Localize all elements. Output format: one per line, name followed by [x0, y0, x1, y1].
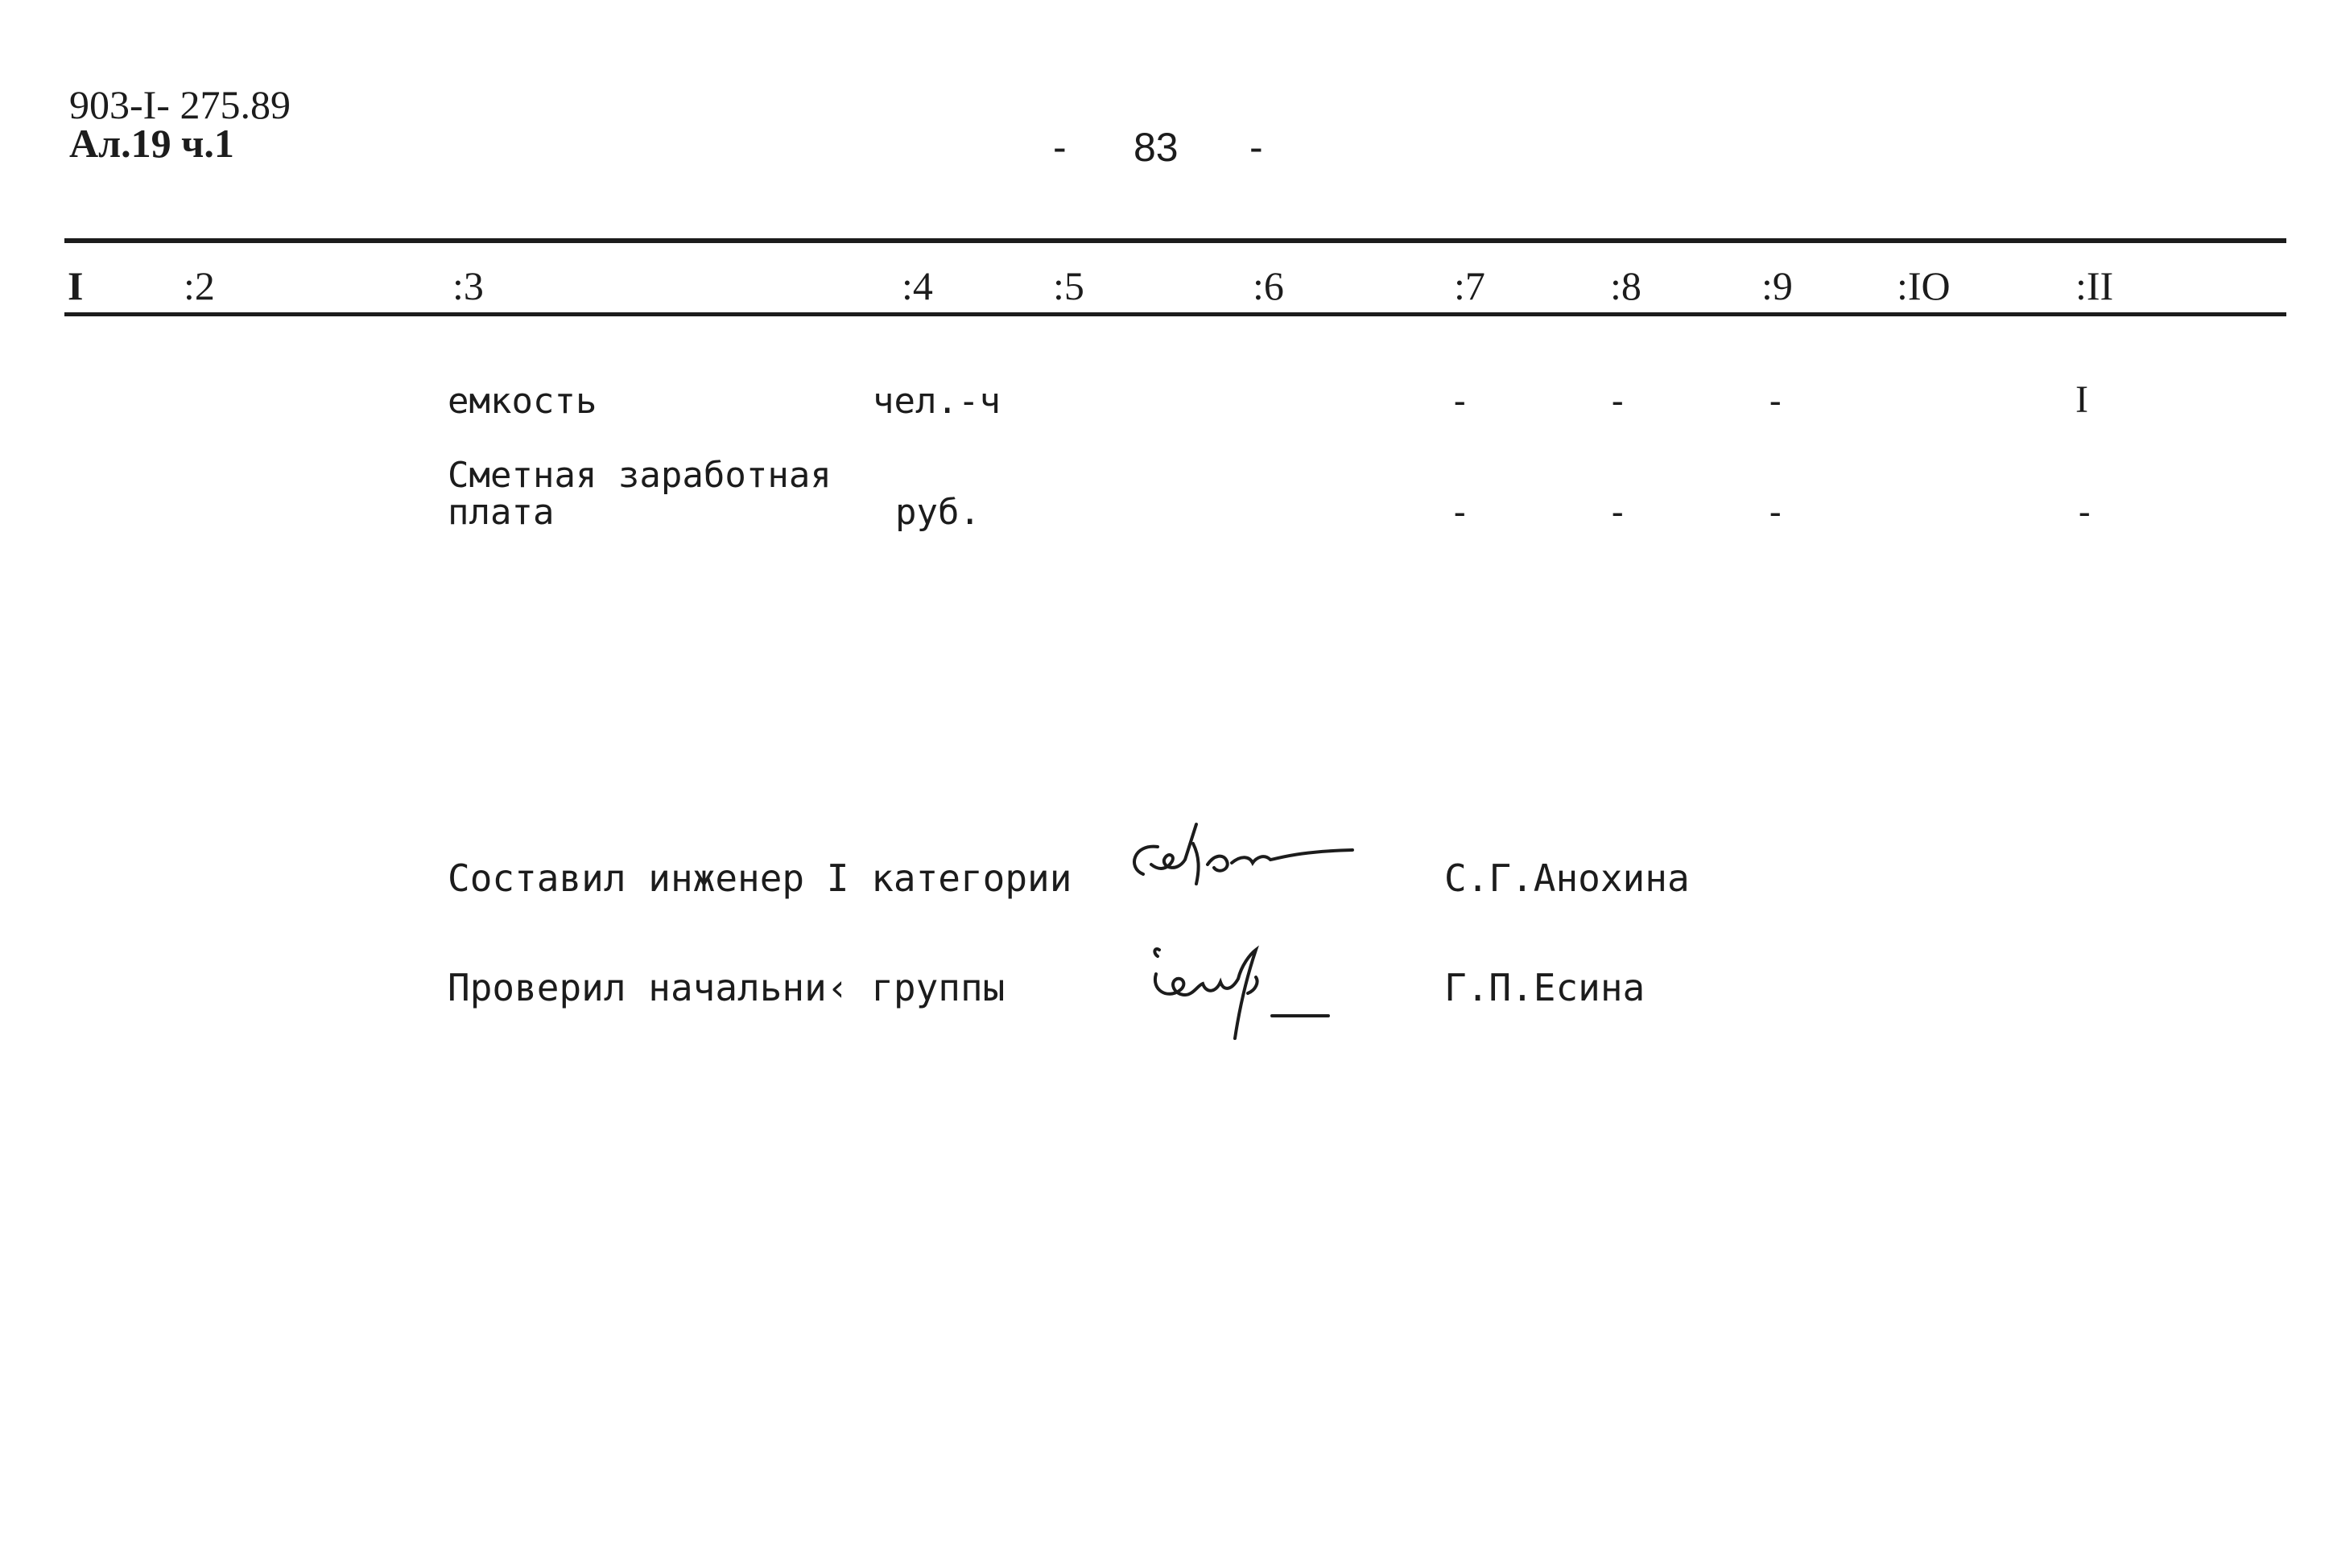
- column-header-10: :IO: [1897, 263, 1951, 308]
- row-1-name: емкость: [448, 381, 597, 422]
- row-1-col8: -: [1607, 381, 1629, 422]
- column-header-2: :2: [184, 263, 215, 308]
- column-header-6: :6: [1253, 263, 1284, 308]
- column-header-11: :II: [2075, 263, 2114, 308]
- column-header-9: :9: [1761, 263, 1793, 308]
- row-2-col8: -: [1607, 492, 1629, 533]
- column-header-4: :4: [902, 263, 933, 308]
- row-2-name-line2: плата: [448, 492, 555, 533]
- compiled-by-name: С.Г.Анохина: [1444, 856, 1690, 900]
- row-2-col7: -: [1449, 492, 1471, 533]
- column-header-3: :3: [452, 263, 484, 308]
- page-number: 83: [1134, 125, 1179, 170]
- checked-by-label: Проверил начальни‹ группы: [448, 966, 1006, 1009]
- page-number-dash-right: -: [1249, 125, 1263, 170]
- document-code-line1: 903-I- 275.89: [69, 82, 291, 127]
- row-1-col11: I: [2075, 378, 2088, 421]
- table-header-rule: [64, 312, 2286, 316]
- compiled-by-signature: [1119, 811, 1361, 900]
- column-header-5: :5: [1053, 263, 1084, 308]
- row-1-unit: чел.-ч: [873, 381, 1001, 422]
- document-code-line2: Ал.19 ч.1: [69, 121, 234, 166]
- row-2-name: [448, 457, 832, 531]
- table-top-rule: [64, 238, 2286, 243]
- document-code: [69, 82, 291, 166]
- row-2-col11: -: [2074, 492, 2096, 533]
- checked-by-name: Г.П.Есина: [1444, 966, 1646, 1009]
- compiled-by-label: Составил инженер I категории: [448, 856, 1072, 900]
- page-number-dash-left: -: [1053, 125, 1067, 170]
- checked-by-signature: [1135, 926, 1344, 1046]
- row-2-unit: руб.: [895, 492, 981, 533]
- row-2-name-line1: Сметная заработная: [448, 455, 832, 496]
- column-header-8: :8: [1610, 263, 1641, 308]
- column-header-7: :7: [1454, 263, 1485, 308]
- row-1-col7: -: [1449, 381, 1471, 422]
- column-header-1: I: [68, 263, 84, 308]
- row-1-col9: -: [1765, 381, 1786, 422]
- row-2-col9: -: [1765, 492, 1786, 533]
